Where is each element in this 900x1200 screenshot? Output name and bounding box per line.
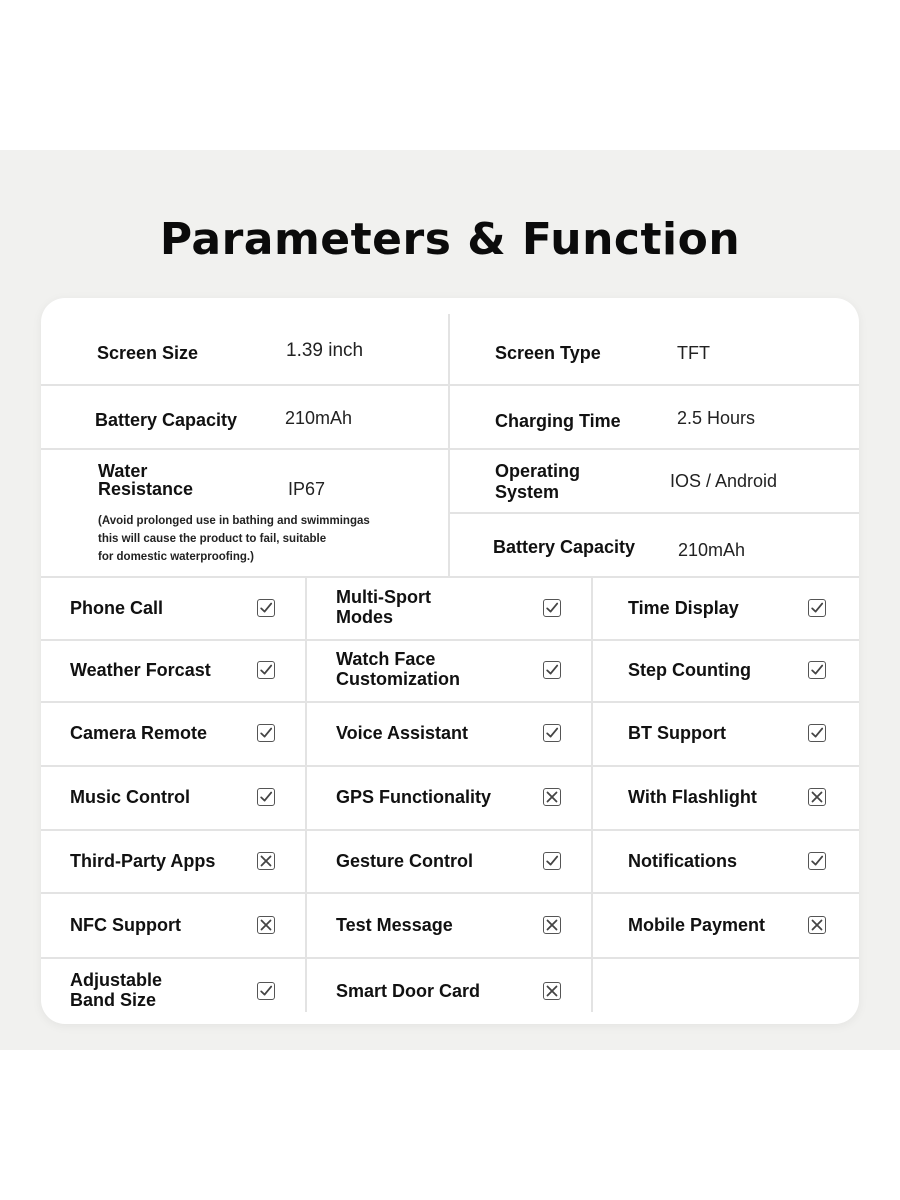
operating-system-label-line2: System (495, 482, 560, 502)
feature-label (70, 970, 162, 1010)
feature-label (628, 723, 726, 743)
divider (41, 765, 859, 767)
feature-label-line1: BT Support (628, 723, 726, 743)
checkbox-crossed-icon (257, 852, 275, 870)
feature-label-line1: Gesture Control (336, 850, 474, 871)
checkbox-checked-icon (543, 724, 561, 742)
water-resistance-note-line2: this will cause the product to fail, suitable (98, 533, 327, 545)
feature-label-line1: Weather Forcast (70, 660, 211, 680)
feature-label-line2: Modes (336, 606, 394, 627)
feature-label (70, 660, 211, 680)
feature-label (70, 915, 181, 935)
checkbox-checked-icon (808, 661, 826, 679)
feature-label-line1: Watch Face (336, 649, 436, 669)
divider (41, 576, 859, 578)
battery-capacity-label: Battery Capacity (95, 410, 238, 430)
feature-label-line1: Notifications (628, 850, 738, 871)
feature-label-line1: With Flashlight (628, 787, 757, 807)
feature-label (628, 598, 739, 618)
screen-type-value: TFT (677, 343, 710, 363)
checkbox-checked-icon (543, 852, 561, 870)
water-resistance-label-line1: Water (98, 461, 148, 481)
feature-label-line1: Third-Party Apps (70, 850, 216, 871)
feature-label-line1: Multi-Sport (336, 586, 431, 607)
checkbox-crossed-icon (808, 916, 826, 934)
feature-label (336, 649, 460, 689)
battery-capacity-2-label: Battery Capacity (493, 537, 636, 557)
checkbox-checked-icon (808, 599, 826, 617)
water-resistance-note-line3: for domestic waterproofing.) (98, 551, 254, 563)
water-resistance-note-line1: (Avoid prolonged use in bathing and swimmingas (98, 515, 370, 527)
operating-system-label-line1: Operating (495, 461, 581, 481)
feature-label (336, 981, 480, 1001)
feature-label (628, 915, 765, 935)
feature-label-line2: Band Size (70, 989, 157, 1010)
divider (591, 576, 593, 1012)
water-resistance-value: IP67 (288, 479, 326, 499)
checkbox-checked-icon (543, 599, 561, 617)
divider (41, 957, 859, 959)
checkbox-crossed-icon (543, 982, 561, 1000)
battery-capacity-2-value: 210mAh (678, 540, 746, 560)
checkbox-crossed-icon (543, 916, 561, 934)
feature-label-line1: GPS Functionality (336, 787, 492, 807)
feature-label (336, 787, 491, 807)
feature-label (70, 598, 163, 618)
checkbox-checked-icon (808, 852, 826, 870)
screen-type-label: Screen Type (495, 343, 601, 363)
checkbox-checked-icon (257, 724, 275, 742)
divider (41, 384, 859, 386)
feature-label (70, 787, 190, 807)
charging-time-label: Charging Time (495, 411, 621, 431)
feature-label (336, 723, 468, 743)
checkbox-checked-icon (257, 599, 275, 617)
feature-label-line1: Phone Call (70, 597, 164, 618)
page-title: Parameters & Function (159, 214, 741, 265)
feature-label-line1: Test Message (336, 914, 453, 935)
feature-label-line1: NFC Support (70, 914, 181, 935)
operating-system-value: IOS / Android (670, 471, 778, 491)
feature-label (70, 723, 207, 743)
divider (450, 512, 859, 514)
checkbox-crossed-icon (543, 788, 561, 806)
feature-label-line1: Step Counting (628, 660, 751, 680)
feature-label (70, 851, 215, 871)
charging-time-value: 2.5 Hours (677, 408, 756, 428)
checkbox-crossed-icon (808, 788, 826, 806)
divider (41, 448, 859, 450)
divider (41, 892, 859, 894)
divider (41, 701, 859, 703)
feature-label (628, 787, 757, 807)
water-resistance-label-line2: Resistance (98, 479, 194, 499)
divider (448, 314, 450, 576)
feature-label-line1: Smart Door Card (336, 980, 481, 1001)
feature-label (336, 915, 453, 935)
checkbox-crossed-icon (257, 916, 275, 934)
checkbox-checked-icon (257, 982, 275, 1000)
checkbox-checked-icon (257, 788, 275, 806)
feature-label-line1: Music Control (70, 787, 190, 807)
feature-label-line1: Mobile Payment (628, 914, 766, 935)
feature-label-line1: Time Display (628, 597, 739, 618)
feature-label (628, 660, 751, 680)
checkbox-checked-icon (808, 724, 826, 742)
spec-card (41, 298, 859, 1024)
screen-size-value: 1.39 inch (286, 340, 364, 361)
feature-label (336, 587, 431, 627)
screen-size-label: Screen Size (97, 343, 199, 363)
divider (41, 639, 859, 641)
checkbox-checked-icon (543, 661, 561, 679)
divider (305, 576, 307, 1012)
feature-label-line1: Adjustable (70, 969, 163, 990)
feature-label (628, 851, 737, 871)
feature-label-line2: Customization (336, 669, 460, 689)
feature-label (336, 851, 473, 871)
checkbox-checked-icon (257, 661, 275, 679)
battery-capacity-value: 210mAh (285, 408, 353, 428)
feature-label-line1: Camera Remote (70, 723, 208, 743)
feature-label-line1: Voice Assistant (336, 723, 469, 743)
divider (41, 829, 859, 831)
